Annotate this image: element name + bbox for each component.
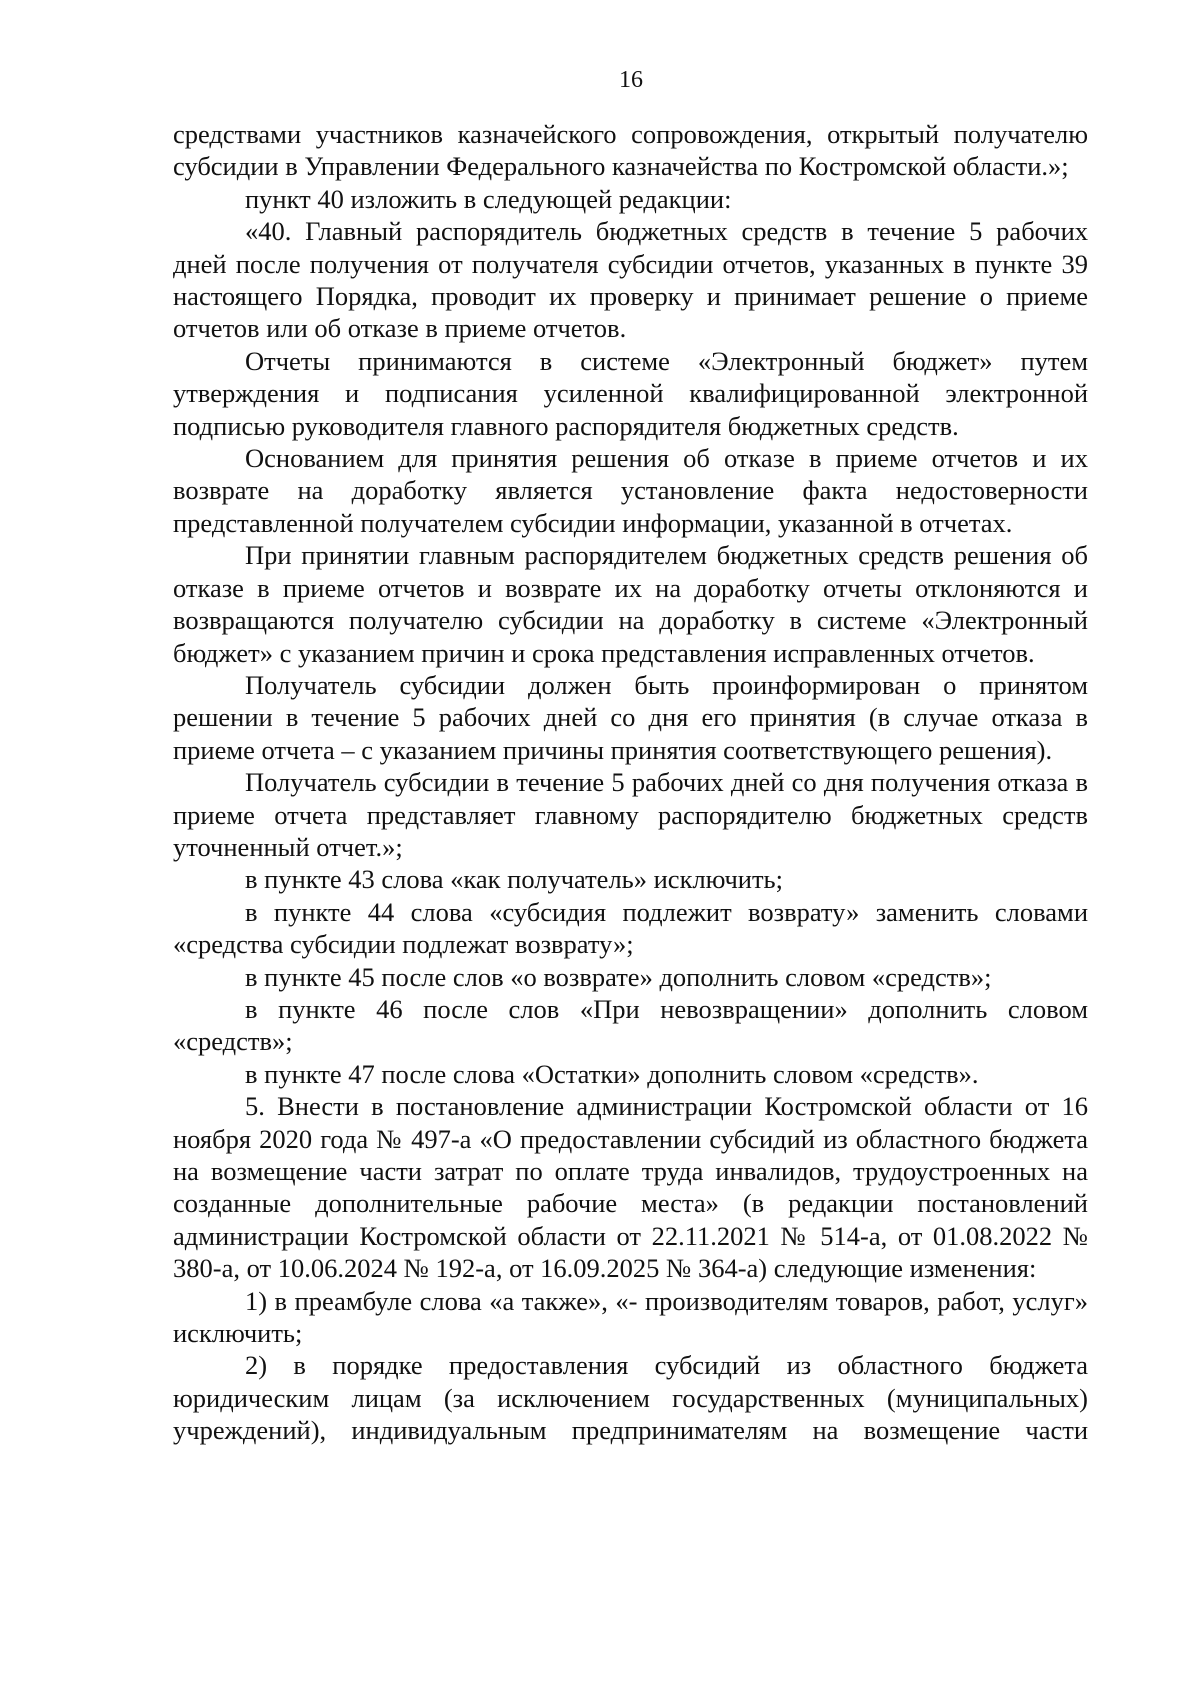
paragraph: Основанием для принятия решения об отказе в приеме отчетов и их возврате на доработку является установление факта недостоверности представленной получателем субсидии информации, указанной в отчетах. (173, 443, 1088, 538)
paragraph: При принятии главным распорядителем бюджетных средств решения об отказе в приеме отчетов и возврате их на доработку отчеты отклоняются и возвращаются получателю субсидии на доработку в системе «Электронный бюджет» с указанием причин и срока представления исправленных отчетов. (173, 540, 1088, 668)
page-number: 16 (619, 67, 643, 93)
paragraph: в пункте 43 слова «как получатель» исключить; (245, 864, 783, 895)
paragraph: 5. Внести в постановление администрации Костромской области от 16 ноября 2020 года № 497-а «О предоставлении субсидий из областного бюджета на возмещение части затрат по оплате труда инвалидов, трудоустроенных на созданные дополнительные рабочие места» (в редакции постановлений администрации Костромской области от 22.11.2021 № 514-а, от 01.08.2022 № 380-а, от 10.06.2024 № 192-а, от 16.09.2025 № 364-а) следующие изменения: (173, 1091, 1088, 1284)
paragraph: пункт 40 изложить в следующей редакции: (245, 183, 732, 214)
paragraph: в пункте 45 после слов «о возврате» дополнить словом «средств»; (245, 961, 992, 992)
paragraph: средствами участников казначейского сопровождения, открытый получателю субсидии в Управлении Федерального казначейства по Костромской области.»; (173, 119, 1088, 182)
paragraph: Отчеты принимаются в системе «Электронный бюджет» путем утверждения и подписания усиленной квалифицированной электронной подписью руководителя главного распорядителя бюджетных средств. (173, 345, 1088, 441)
paragraph: Получатель субсидии в течение 5 рабочих дней со дня получения отказа в приеме отчета представляет главному распорядителю бюджетных средств уточненный отчет.»; (173, 767, 1088, 862)
paragraph: в пункте 44 слова «субсидия подлежит возврату» заменить словами «средства субсидии подлежат возврату»; (173, 896, 1088, 960)
paragraph: «40. Главный распорядитель бюджетных средств в течение 5 рабочих дней после получения от получателя субсидии отчетов, указанных в пункте 39 настоящего Порядка, проводит их проверку и принимает решение о приеме отчетов или об отказе в приеме отчетов. (173, 216, 1088, 344)
paragraph: в пункте 47 после слова «Остатки» дополнить словом «средств». (245, 1058, 979, 1089)
document-body (173, 118, 1088, 1447)
paragraph: в пункте 46 после слов «При невозвращении» дополнить словом «средств»; (173, 993, 1088, 1057)
paragraph: Получатель субсидии должен быть проинформирован о принятом решении в течение 5 рабочих дней со дня его принятия (в случае отказа в приеме отчета – с указанием причины принятия соответствующего решения). (173, 669, 1088, 765)
paragraph: 1) в преамбуле слова «а также», «- производителям товаров, работ, услуг» исключить; (173, 1285, 1088, 1349)
paragraph: 2) в порядке предоставления субсидий из областного бюджета юридическим лицам (за исключением государственных (муниципальных) учреждений), индивидуальным предпринимателям на возмещение части (173, 1350, 1088, 1446)
